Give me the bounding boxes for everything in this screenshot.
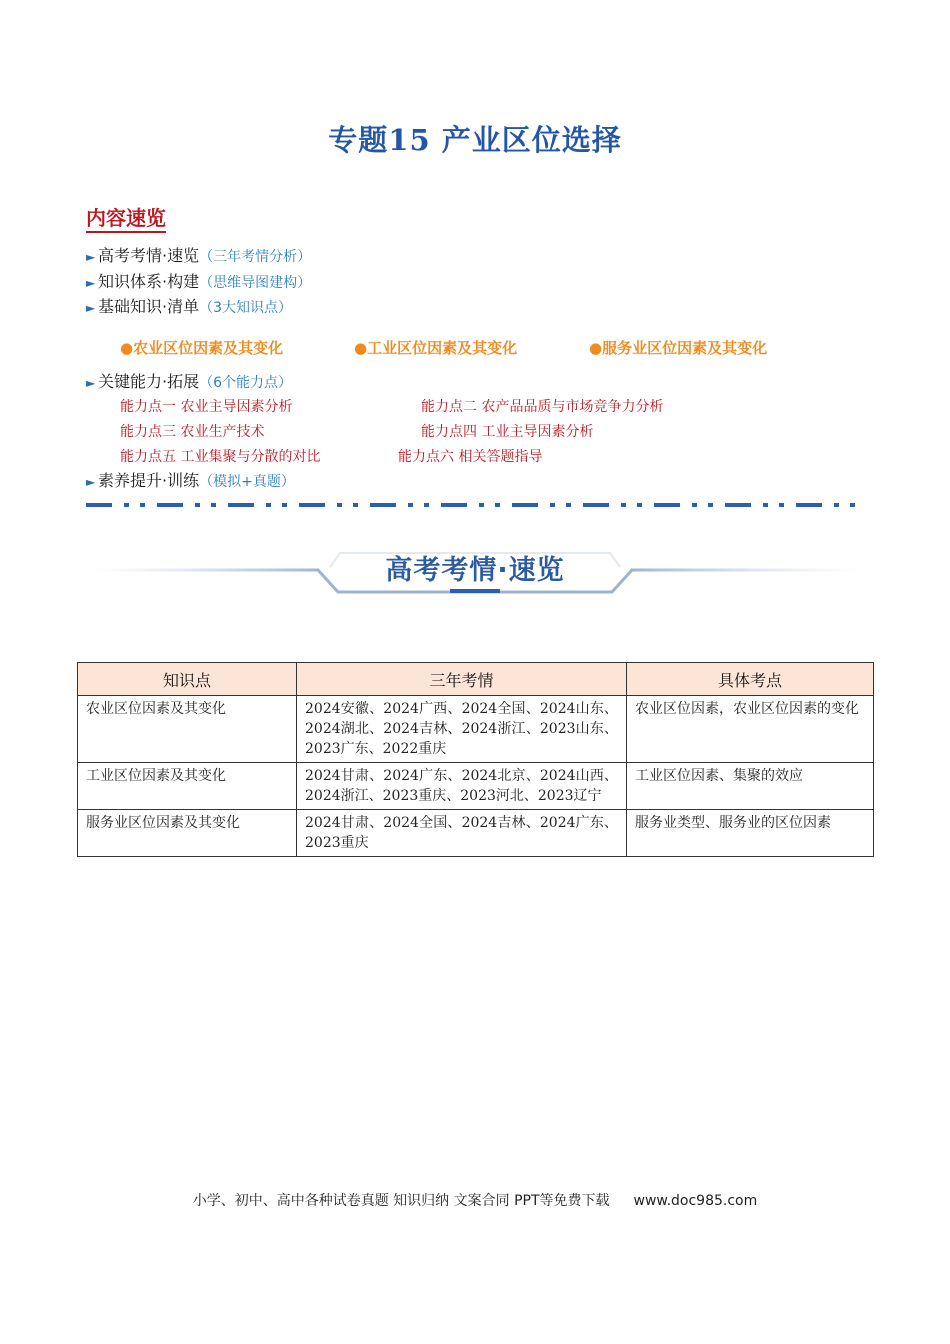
table-row bbox=[78, 696, 874, 763]
toc-item[interactable] bbox=[86, 296, 292, 319]
divider-dash bbox=[408, 503, 413, 507]
divider-dash bbox=[86, 503, 112, 507]
divider-dash bbox=[512, 503, 538, 507]
toc-sub: （模拟+真题） bbox=[199, 474, 295, 490]
triangle-arrow-icon: ► bbox=[86, 475, 96, 489]
toc-sub: （3大知识点） bbox=[199, 300, 293, 316]
ability-point[interactable]: 能力点四 工业主导因素分析 bbox=[421, 424, 594, 440]
table-header: 知识点 bbox=[78, 663, 297, 696]
divider-dash bbox=[621, 503, 626, 507]
table-cell: 农业区位因素，农业区位因素的变化 bbox=[627, 696, 874, 763]
toc-sub: （三年考情分析） bbox=[199, 249, 312, 265]
divider-dash bbox=[140, 503, 145, 507]
divider-dash bbox=[566, 503, 571, 507]
table-row bbox=[78, 763, 874, 810]
table-cell: 工业区位因素及其变化 bbox=[78, 763, 297, 810]
table-header: 具体考点 bbox=[627, 663, 874, 696]
footer bbox=[0, 1190, 950, 1210]
table-cell: 2024甘肃、2024广东、2024北京、2024山西、2024浙江、2023重庆、2023河北、2023辽宁 bbox=[297, 763, 627, 810]
divider-dash bbox=[441, 503, 467, 507]
divider-dash bbox=[228, 503, 254, 507]
divider-dash bbox=[583, 503, 609, 507]
toc-sub: （思维导图建构） bbox=[199, 275, 312, 291]
ability-point[interactable]: 能力点一 农业主导因素分析 bbox=[120, 399, 293, 415]
table-row bbox=[78, 810, 874, 857]
toc-label: 高考考情·速览 bbox=[98, 246, 200, 265]
ability-point[interactable]: 能力点六 相关答题指导 bbox=[398, 449, 543, 465]
toc-label: 素养提升·训练 bbox=[98, 471, 200, 490]
ability-point[interactable]: 能力点五 工业集聚与分散的对比 bbox=[120, 449, 321, 465]
section-banner-title: 高考考情·速览 bbox=[385, 555, 565, 586]
triangle-arrow-icon: ► bbox=[86, 276, 96, 290]
triangle-arrow-icon: ► bbox=[86, 250, 96, 264]
divider-dash bbox=[157, 503, 183, 507]
divider-dash bbox=[424, 503, 429, 507]
divider-dash bbox=[779, 503, 784, 507]
divider-dash bbox=[195, 503, 200, 507]
table-cell: 服务业区位因素及其变化 bbox=[78, 810, 297, 857]
divider-dash bbox=[353, 503, 358, 507]
table-cell: 2024甘肃、2024全国、2024吉林、2024广东、2023重庆 bbox=[297, 810, 627, 857]
toc-item[interactable] bbox=[86, 371, 292, 394]
knowledge-point[interactable]: ●工业区位因素及其变化 bbox=[354, 339, 518, 357]
overview-heading: 内容速览 bbox=[86, 206, 166, 233]
divider-dash bbox=[725, 503, 751, 507]
section-divider bbox=[86, 503, 864, 507]
divider-dash bbox=[708, 503, 713, 507]
footer-site-link[interactable]: www.doc985.com bbox=[633, 1193, 758, 1209]
toc-item[interactable] bbox=[86, 271, 311, 294]
divider-dash bbox=[495, 503, 500, 507]
divider-dash bbox=[124, 503, 129, 507]
divider-dash bbox=[763, 503, 768, 507]
toc-item[interactable] bbox=[86, 245, 311, 268]
ability-point[interactable]: 能力点二 农产品品质与市场竞争力分析 bbox=[421, 399, 664, 415]
divider-dash bbox=[550, 503, 555, 507]
knowledge-point[interactable]: ●农业区位因素及其变化 bbox=[120, 339, 284, 357]
page-title: 专题15 产业区位选择 bbox=[328, 123, 622, 157]
divider-dash bbox=[282, 503, 287, 507]
triangle-arrow-icon: ► bbox=[86, 301, 96, 315]
divider-dash bbox=[796, 503, 822, 507]
footer-text: 小学、初中、高中各种试卷真题 知识归纳 文案合同 PPT等免费下载 bbox=[192, 1193, 610, 1209]
divider-dash bbox=[850, 503, 855, 507]
toc-item[interactable] bbox=[86, 470, 295, 493]
table-cell: 工业区位因素、集聚的效应 bbox=[627, 763, 874, 810]
exam-table bbox=[77, 662, 874, 857]
ability-point[interactable]: 能力点三 农业生产技术 bbox=[120, 424, 265, 440]
toc-label: 关键能力·拓展 bbox=[98, 372, 200, 391]
toc-label: 基础知识·清单 bbox=[98, 297, 200, 316]
table-cell: 农业区位因素及其变化 bbox=[78, 696, 297, 763]
triangle-arrow-icon: ► bbox=[86, 376, 96, 390]
table-cell: 服务业类型、服务业的区位因素 bbox=[627, 810, 874, 857]
divider-dash bbox=[370, 503, 396, 507]
divider-dash bbox=[637, 503, 642, 507]
divider-dash bbox=[479, 503, 484, 507]
toc-label: 知识体系·构建 bbox=[98, 272, 200, 291]
toc-sub: （6个能力点） bbox=[199, 375, 293, 391]
divider-dash bbox=[834, 503, 839, 507]
table-header: 三年考情 bbox=[297, 663, 627, 696]
divider-dash bbox=[692, 503, 697, 507]
divider-dash bbox=[337, 503, 342, 507]
divider-dash bbox=[299, 503, 325, 507]
divider-dash bbox=[266, 503, 271, 507]
knowledge-point[interactable]: ●服务业区位因素及其变化 bbox=[589, 339, 768, 357]
divider-dash bbox=[211, 503, 216, 507]
table-cell: 2024安徽、2024广西、2024全国、2024山东、2024湖北、2024吉林、2024浙江、2023山东、2023广东、2022重庆 bbox=[297, 696, 627, 763]
divider-dash bbox=[654, 503, 680, 507]
